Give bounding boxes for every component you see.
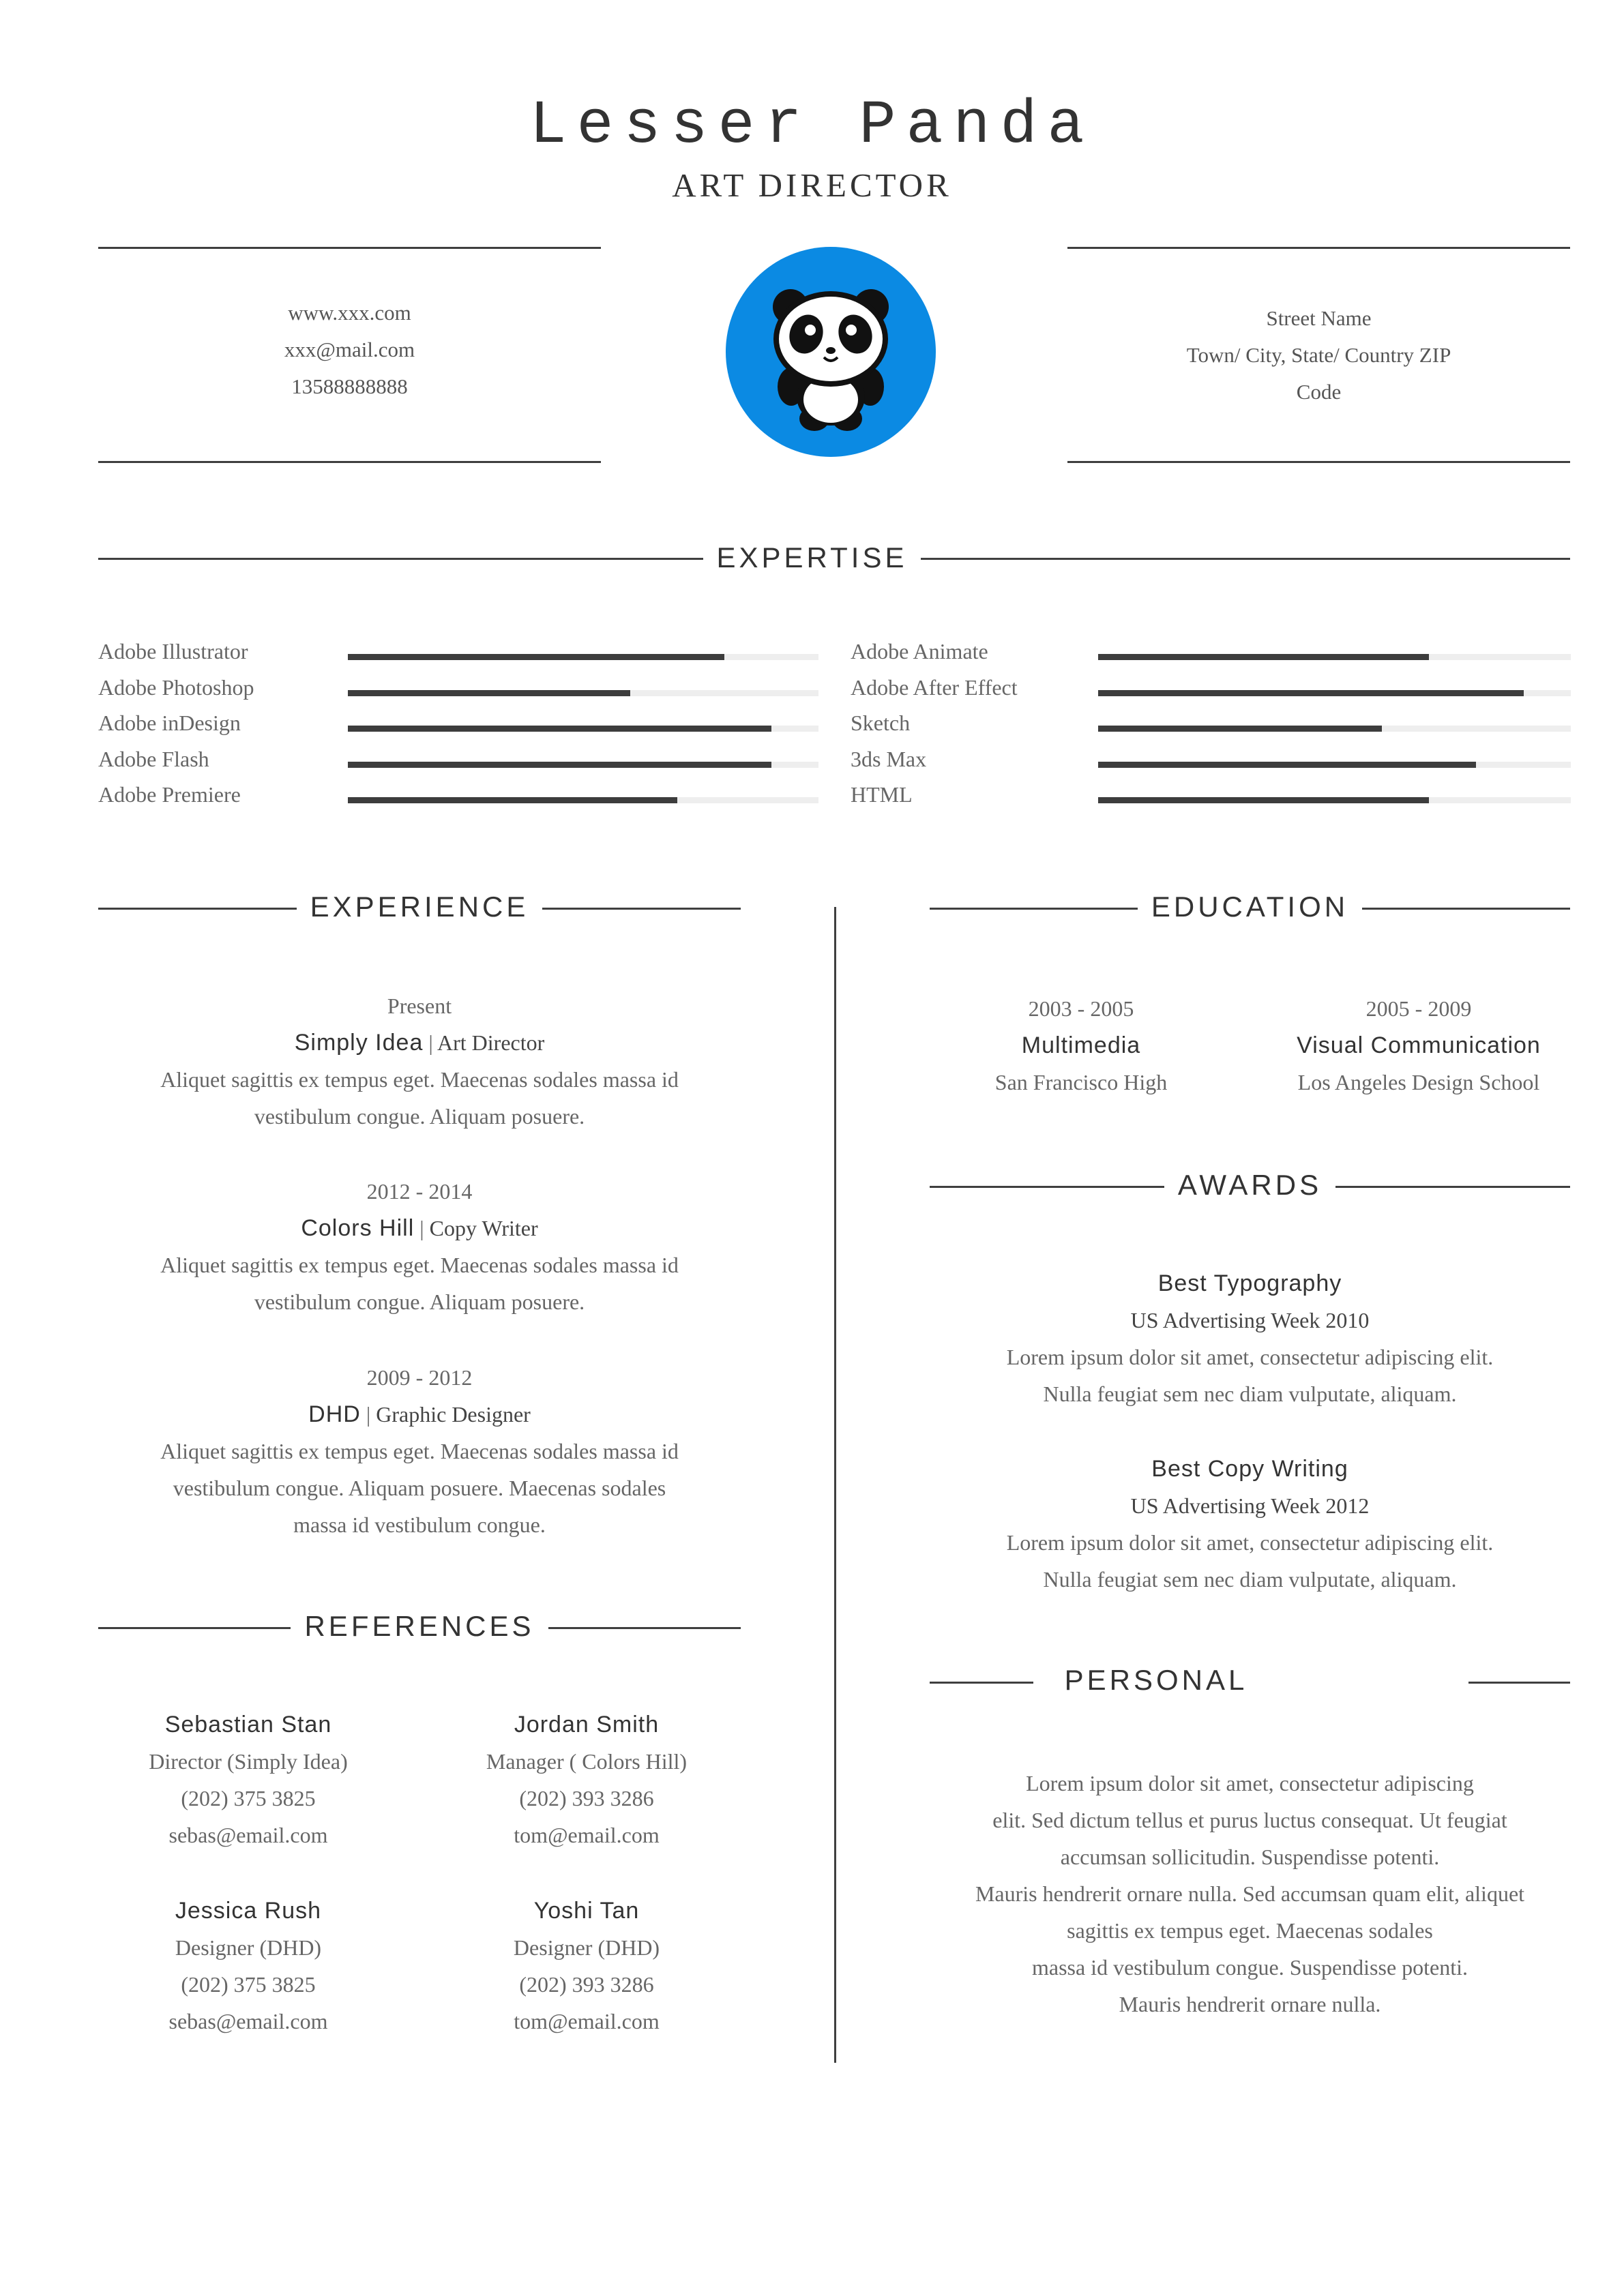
section-title-personal: PERSONAL [1064,1664,1248,1696]
skill-row [851,745,1571,775]
skill-row [851,709,1571,739]
skill-bar-track [1098,726,1571,732]
experience-role: Copy Writer [429,1216,538,1240]
reference-email: tom@email.com [514,2009,660,2033]
experience-desc: Aliquet sagittis ex tempus eget. Maecenas sodales massa id [160,1253,679,1277]
separator: | [419,1216,424,1240]
skill-bar-track [348,762,818,768]
skill-row [98,745,818,775]
education-school: Los Angeles Design School [1297,1070,1540,1094]
skill-bar-fill [1098,797,1429,803]
skill-bar-fill [348,654,724,660]
award-event: US Advertising Week 2012 [1130,1493,1370,1518]
address-line: Code [1296,380,1342,404]
skill-row [98,781,818,811]
skill-row [98,638,818,668]
experience-desc: vestibulum congue. Aliquam posuere. [254,1289,585,1314]
education-school: San Francisco High [994,1070,1168,1094]
address-line: Street Name [1266,306,1372,330]
address-info [1067,300,1570,411]
skill-bar-track [1098,690,1571,696]
skill-bar-fill [1098,654,1429,660]
reference-card [416,1892,757,2040]
skill-label: Sketch [851,711,911,735]
skill-bar-track [348,726,818,732]
section-title-expertise: EXPERTISE [703,541,921,573]
skill-row [851,674,1571,704]
experience-company: Colors Hill [301,1215,415,1241]
skill-label: Adobe inDesign [98,711,241,735]
education-period: 2003 - 2005 [1028,996,1134,1021]
skill-bar-track [348,690,818,696]
award-item [930,1450,1570,1598]
skill-row [98,674,818,704]
reference-role: Manager ( Colors Hill) [486,1749,688,1774]
divider [1067,461,1570,463]
avatar [726,247,936,457]
experience-period: 2009 - 2012 [366,1365,473,1390]
skill-bar-fill [348,726,771,732]
skill-row [851,638,1571,668]
divider [1468,1682,1570,1684]
reference-name: Jordan Smith [514,1712,660,1738]
section-title-experience: EXPERIENCE [297,891,543,923]
section-title-awards: AWARDS [1164,1169,1335,1201]
personal-line: Mauris hendrerit ornare nulla. Sed accumsan quam elit, aliquet [975,1881,1525,1906]
divider [98,461,601,463]
column-divider [834,907,836,2063]
personal-line: accumsan sollicitudin. Suspendisse potenti. [1060,1845,1440,1869]
section-title-references: REFERENCES [291,1610,548,1642]
job-title: ART DIRECTOR [672,166,952,204]
award-desc: Nulla feugiat sem nec diam vulputate, aliquam. [1043,1382,1457,1406]
skill-bar-track [1098,797,1571,803]
award-event: US Advertising Week 2010 [1130,1308,1370,1332]
reference-name: Yoshi Tan [533,1898,640,1924]
skill-label: Adobe Animate [851,639,988,664]
divider [1067,247,1570,249]
award-desc: Lorem ipsum dolor sit amet, consectetur adipiscing elit. [1006,1530,1494,1555]
address-line: Town/ City, State/ Country ZIP [1186,343,1451,367]
experience-desc: Aliquet sagittis ex tempus eget. Maecenas sodales massa id [160,1439,679,1463]
experience-company: DHD [308,1401,361,1427]
skill-label: HTML [851,782,913,807]
separator: | [428,1030,433,1055]
experience-desc: vestibulum congue. Aliquam posuere. Maecenas sodales [173,1476,666,1500]
skill-label: 3ds Max [851,746,927,771]
reference-role: Designer (DHD) [175,1935,322,1960]
education-item [911,990,1252,1101]
personal-line: sagittis ex tempus eget. Maecenas sodales [1067,1918,1433,1943]
skill-bar-fill [1098,762,1476,768]
education-field: Multimedia [1021,1032,1141,1058]
reference-card [78,1892,419,2040]
experience-desc: massa id vestibulum congue. [293,1512,546,1537]
reference-email: tom@email.com [514,1823,660,1847]
skill-bar-fill [348,797,677,803]
skill-label: Adobe Premiere [98,782,241,807]
skill-bar-track [1098,654,1571,660]
reference-role: Designer (DHD) [513,1935,660,1960]
reference-phone: (202) 393 3286 [519,1972,654,1997]
skill-bar-fill [348,762,771,768]
education-item [1248,990,1589,1101]
email-text: xxx@mail.com [284,338,415,361]
award-item [930,1265,1570,1412]
personal-line: Lorem ipsum dolor sit amet, consectetur adipiscing [1026,1771,1474,1795]
reference-phone: (202) 393 3286 [519,1786,654,1810]
reference-phone: (202) 375 3825 [181,1786,316,1810]
experience-desc: Aliquet sagittis ex tempus eget. Maecenas sodales massa id [160,1067,679,1092]
skill-label: Adobe Illustrator [98,639,248,664]
skill-row [98,709,818,739]
skill-bar-fill [1098,690,1524,696]
reference-name: Sebastian Stan [164,1712,332,1738]
reference-role: Director (Simply Idea) [149,1749,348,1774]
reference-email: sebas@email.com [168,2009,328,2033]
experience-role: Graphic Designer [376,1402,531,1427]
experience-item [98,1359,741,1543]
skill-row [851,781,1571,811]
skill-label: Adobe After Effect [851,674,1018,700]
reference-name: Jessica Rush [175,1898,322,1924]
reference-card [78,1706,419,1853]
divider [930,1682,1033,1684]
section-title-education: EDUCATION [1138,891,1362,923]
skill-bar-fill [1098,726,1382,732]
reference-phone: (202) 375 3825 [181,1972,316,1997]
phone-text: 13588888888 [291,374,408,398]
panda-icon [726,247,936,457]
skill-label: Adobe Photoshop [98,674,254,700]
award-name: Best Copy Writing [1151,1456,1348,1482]
award-desc: Lorem ipsum dolor sit amet, consectetur adipiscing elit. [1006,1345,1494,1369]
website-text: www.xxx.com [288,301,411,325]
resume-name: Lesser Panda [529,91,1095,161]
experience-item [98,1173,741,1320]
award-desc: Nulla feugiat sem nec diam vulputate, aliquam. [1043,1567,1457,1592]
personal-line: Mauris hendrerit ornare nulla. [1119,1992,1381,2016]
reference-email: sebas@email.com [168,1823,328,1847]
personal-line: elit. Sed dictum tellus et purus luctus consequat. Ut feugiat [992,1808,1507,1832]
separator: | [366,1402,371,1427]
experience-item [98,987,741,1135]
reference-card [416,1706,757,1853]
experience-period: 2012 - 2014 [366,1179,473,1204]
award-name: Best Typography [1157,1270,1342,1296]
divider [98,247,601,249]
education-period: 2005 - 2009 [1365,996,1472,1021]
personal-line: massa id vestibulum congue. Suspendisse potenti. [1031,1955,1468,1980]
experience-period: Present [387,994,452,1018]
contact-info [98,295,601,405]
skill-bar-track [348,654,818,660]
skill-label: Adobe Flash [98,746,209,771]
skill-bar-fill [348,690,630,696]
experience-desc: vestibulum congue. Aliquam posuere. [254,1104,585,1129]
experience-company: Simply Idea [294,1030,424,1056]
skill-bar-track [1098,762,1571,768]
education-field: Visual Communication [1297,1032,1541,1058]
personal-statement [930,1765,1570,2023]
experience-role: Art Director [437,1030,545,1055]
skill-bar-track [348,797,818,803]
